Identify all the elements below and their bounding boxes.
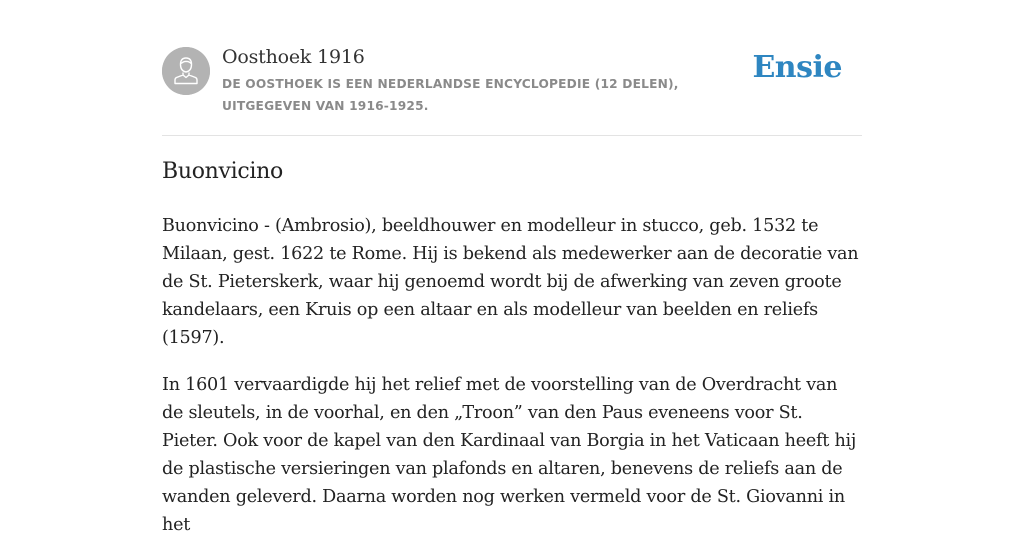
article-paragraph: Buonvicino - (Ambrosio), beeldhouwer en modelleur in stucco, geb. 1532 te Milaan, gest. 1622 te Rome. Hij is bekend als medewerker aan de decoratie van de St. Pieterskerk, waar hij genoemd wordt bij de afwerking van zeven groote kandelaars, een Kruis op een altaar en als modelleur van beelden en reliefs (1597). [162, 216, 859, 348]
brand-logo[interactable]: Ensie [752, 50, 842, 85]
user-avatar-icon[interactable] [162, 47, 210, 95]
source-header [162, 46, 862, 126]
article-body [162, 212, 862, 558]
header-divider [162, 135, 862, 136]
article-paragraph: In 1601 vervaardigde hij het relief met de voorstelling van de Overdracht van de sleutels, in de voorhal, en den „Troon” van den Paus eveneens voor St. Pieter. Ook voor de kapel van den Kardinaal van Borgia in het Vaticaan heeft hij de plastische versieringen van plafonds en altaren, benevens de reliefs aan de wanden geleverd. Daarna worden nog werken vermeld voor de St. Giovanni in het [162, 375, 857, 535]
source-title[interactable]: Oosthoek 1916 [222, 46, 365, 68]
source-description: DE OOSTHOEK IS EEN NEDERLANDSE ENCYCLOPEDIE (12 DELEN), UITGEGEVEN VAN 1916-1925. [222, 77, 679, 113]
article-title: Buonvicino [162, 159, 283, 184]
